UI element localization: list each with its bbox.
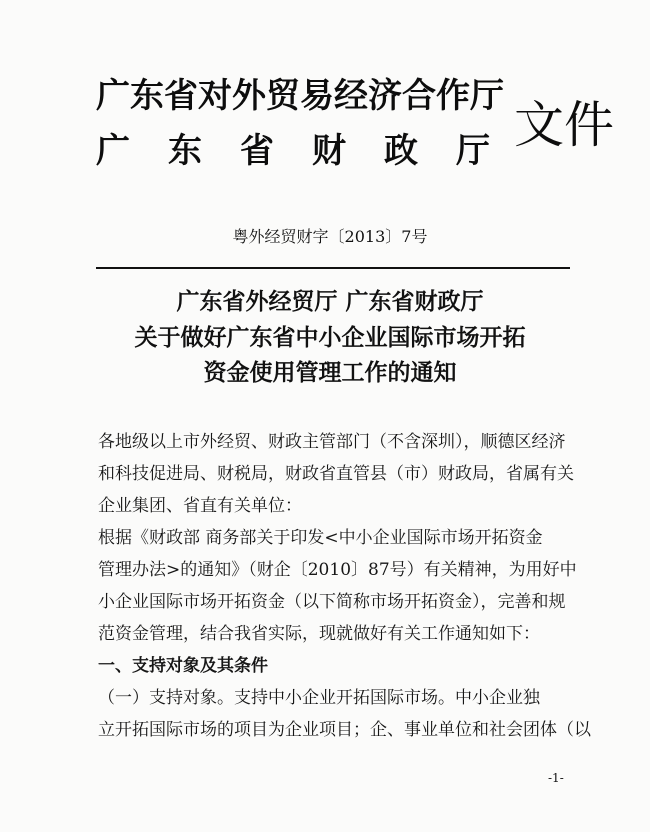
header-divider (96, 267, 570, 269)
body-line: 管理办法>的通知》（财企〔2010〕87号）有关精神，为用好中 (98, 560, 577, 580)
body-line: （一）支持对象。支持中小企业开拓国际市场。中小企业独 (98, 688, 540, 708)
body-line: 范资金管理，结合我省实际，现就做好有关工作通知如下： (98, 624, 540, 644)
body-line: 根据《财政部 商务部关于印发<中小企业国际市场开拓资金 (98, 528, 543, 548)
document-word: 文件 (514, 96, 614, 154)
page-number: -1- (548, 771, 564, 785)
issuer-line-1: 广东省对外贸易经济合作厅 (96, 76, 504, 116)
section-heading: 一、支持对象及其条件 (98, 656, 268, 676)
body-line: 立开拓国际市场的项目为企业项目；企、事业单位和社会团体（以 (98, 720, 591, 740)
title-line-1: 广东省外经贸厅 广东省财政厅 (176, 289, 484, 315)
issuer-line-2: 广东省财政厅 (96, 131, 528, 171)
body-line: 和科技促进局、财税局，财政省直管县（市）财政局，省属有关 (98, 464, 574, 484)
body-line: 各地级以上市外经贸、财政主管部门（不含深圳），顺德区经济 (98, 432, 566, 452)
title-line-2: 关于做好广东省中小企业国际市场开拓 (134, 325, 526, 351)
document-number: 粤外经贸财字〔2013〕7号 (232, 227, 428, 246)
body-line: 小企业国际市场开拓资金（以下简称市场开拓资金），完善和规 (98, 592, 566, 612)
title-line-3: 资金使用管理工作的通知 (203, 360, 457, 386)
body-line: 企业集团、省直有关单位： (98, 496, 302, 516)
